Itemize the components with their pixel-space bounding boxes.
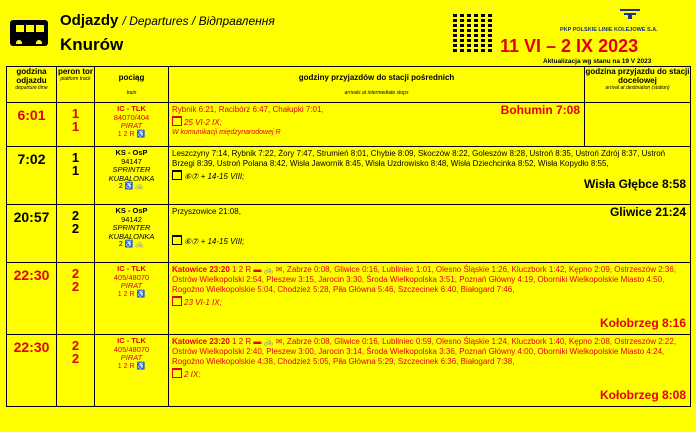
- train-info: KS - OsP 94147 SPRINTER KUBALONKA 2 ♿ 🚲: [95, 147, 169, 205]
- col-destination: godzina przyjazdu do stacji docelowej arrival at destination (station): [585, 67, 691, 103]
- calendar-icon: [172, 368, 182, 378]
- departures-table: [6, 66, 691, 407]
- train-info: IC - TLK 405/48070 PIRAT 1 2 R ♿: [95, 263, 169, 335]
- train-icon: [10, 20, 48, 46]
- intermediate-stops: Katowice 23:20 1 2 R ▬ 🚲 ✉, Zabrze 0:08, Gliwice 0:16, Lubliniec 1:01, Olesno Śląskie 1:26, Kluczbork 1:42, Kępno 2:09, Ostrzeszów 2:36, Ostrów Wielkopolski 2:54, Pleszew 3:15, Jarocin 3:30, Środa Wielkopolska 3:51, Poznań Główny 4:19, Oborniki Wielkopolskie Miasto 4:50, Rogoźno Wielkopolskie 5:04, Chodzież 5:28, Piła Główna 5:46, Szczecinek 6:40, Białogard 7:46, Kołobrzeg 8:16 23 VI-1 IX;: [169, 263, 691, 335]
- update-note: Aktualizacja wg stanu na 19 V 2023: [543, 58, 652, 65]
- table-row: [7, 103, 691, 147]
- departure-time: 20:57: [7, 205, 57, 263]
- operator-logo-text: PKP POLSKIE LINIE KOLEJOWE S.A.: [560, 27, 658, 33]
- destination-arrival: Kołobrzeg 8:08: [599, 388, 686, 402]
- page-title: [60, 12, 275, 29]
- platform-track: 1 1: [57, 103, 95, 147]
- calendar-icon: [172, 235, 182, 245]
- departure-time: 22:30: [7, 335, 57, 407]
- col-stops: godziny przyjazdów do stacji pośrednich arrivals at intermediate stops: [169, 67, 585, 103]
- title-main: Odjazdy: [60, 12, 119, 29]
- train-info: IC - TLK 405/48070 PIRAT 1 2 R ♿: [95, 335, 169, 407]
- departure-time: 22:30: [7, 263, 57, 335]
- intermediate-stops: Katowice 23:20 1 2 R ▬ 🚲 ✉, Zabrze 0:08, Gliwice 0:16, Lubliniec 0:59, Olesno Śląskie 1:24, Kluczbork 1:40, Kępno 2:08, Ostrzeszów 2:22, Ostrów Wielkopolski 2:40, Pleszew 3:00, Jarocin 3:14, Środa Wielkopolska 3:36, Poznań Główny 4:00, Oborniki Wielkopolskie Miasto 4:24, Rogoźno Wielkopolskie 4:38, Chodzież 5:05, Piła Główna 5:29, Szczecinek 6:36, Białogard 7:38, Kołobrzeg 8:08 2 IX;: [169, 335, 691, 407]
- destination-arrival: Gliwice 21:24: [609, 205, 686, 219]
- departure-time: 7:02: [7, 147, 57, 205]
- train-amenities: 1 2 R ♿: [117, 130, 146, 138]
- platform-track: 2 2: [57, 205, 95, 263]
- validity-period: 11 VI – 2 IX 2023: [500, 36, 639, 56]
- train-amenities: 2 ♿ 🚲: [118, 183, 145, 190]
- train-amenities: 1 2 R ♿: [117, 290, 146, 298]
- title-translations: / Departures / Відправлення: [122, 14, 275, 28]
- calendar-icon: [172, 296, 182, 306]
- col-departure: godzina odjazdu departure time: [7, 67, 57, 103]
- intermediate-stops: Przyszowice 21:08, Gliwice 21:24 ⑥⑦ + 14-15 VIII;: [169, 205, 691, 263]
- col-train: pociąg train: [95, 67, 169, 103]
- table-row: [7, 335, 691, 407]
- destination-arrival: Bohumin 7:08: [500, 103, 580, 117]
- timetable-header: [0, 0, 696, 66]
- departure-time: 6:01: [7, 103, 57, 147]
- platform-track: 1 1: [57, 147, 95, 205]
- col-platform: peron tor platform track: [57, 67, 95, 103]
- calendar-icon: [172, 170, 182, 180]
- calendar-icon: [172, 116, 182, 126]
- platform-track: 2 2: [57, 263, 95, 335]
- intermediate-stops: Rybnik 6:21, Racibórz 6:47, Chałupki 7:01, Bohumin 7:08 25 VI-2 IX; W komunikacji międzynarodowej R: [169, 103, 585, 147]
- platform-track: 2 2: [57, 335, 95, 407]
- destination-arrival: Wisła Głębce 8:58: [584, 177, 686, 191]
- station-name: Knurów: [60, 35, 124, 54]
- pkp-logo-icon: [600, 8, 660, 24]
- table-row: [7, 205, 691, 263]
- train-info: KS - OsP 94142 SPRINTER KUBALONKA 2 ♿ 🚲: [95, 205, 169, 263]
- train-amenities: 1 2 R ♿: [117, 362, 146, 370]
- table-header-row: [7, 67, 691, 103]
- table-row: [7, 263, 691, 335]
- train-amenities: 2 ♿ 🚲: [118, 241, 145, 248]
- train-info: IC - TLK 84070/404 PIRAT 1 2 R ♿: [95, 103, 169, 147]
- destination-arrival: Kołobrzeg 8:16: [599, 316, 686, 330]
- intermediate-stops: Leszczyny 7:14, Rybnik 7:22, Żory 7:47, Strumień 8:01, Chybie 8:09, Skoczów 8:22, Goleszów 8:28, Ustroń 8:35, Ustroń Zdrój 8:37, Ustroń Brzegi 8:39, Ustroń Polana 8:42, Wisła Jawornik 8:45, Wisła Uzdrowisko 8:48, Wisła Dziechcinka 8:52, Wisła Kopydło 8:55, Wisła Głębce 8:58 ⑥⑦ + 14-15 VIII;: [169, 147, 691, 205]
- table-row: [7, 147, 691, 205]
